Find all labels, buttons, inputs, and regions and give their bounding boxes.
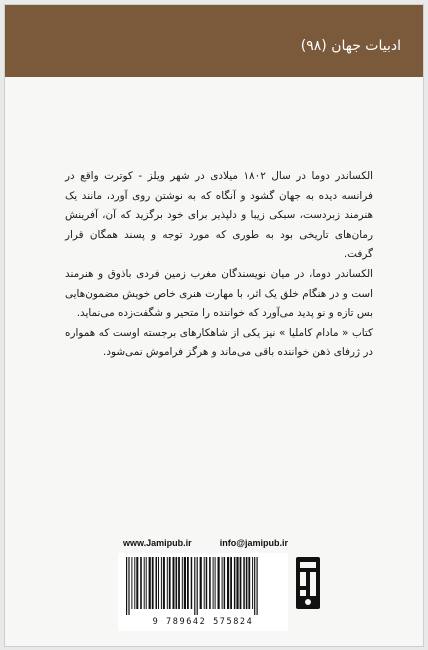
barcode-bar [236,557,238,609]
barcode-bar [146,557,147,609]
barcode-bar [136,557,138,609]
barcode-bar [131,557,132,609]
barcode-bar [254,557,255,615]
barcode-bar [234,557,236,609]
barcode-bar [222,557,223,609]
barcode-bar [126,557,127,615]
blurb-paragraph-3: کتاب « مادام کاملیا » نیز یکی از شاهکارهای برجسته اوست که همواره در ژرفای ذهن خواننده باقی می‌ماند و هرگز فراموش نمی‌شود. [65,326,373,359]
barcode-bar [161,557,162,609]
blurb-paragraph-2: الکساندر دوما، در میان نویسندگان مغرب زمین فردی باذوق و هنرمند است و در هنگام خلق یک اثر، با مهارت هنری خاص خویش مضمون‌هایی بس تازه و نو پدید می‌آورد که خواننده را متحیر و شگفت‌زده می‌نماید. [65,267,373,320]
back-cover [4,4,424,647]
barcode-bar [176,557,178,609]
barcode-bar [191,557,193,609]
isbn-barcode [118,553,288,631]
series-title: ادبیات جهان (۹۸) [300,38,401,54]
isbn-digits: 9 789642 575824 [152,617,254,627]
barcode-bar [206,557,208,609]
barcode-bar [257,557,258,615]
barcode-bar [144,557,145,609]
barcode-bar [187,557,189,609]
barcode-bar [213,557,214,609]
barcode-bar [218,557,220,609]
barcode-bar [240,557,242,609]
barcode-bar [140,557,142,609]
barcode-bar [243,557,245,609]
book-blurb [65,167,373,363]
barcode-bar [152,557,154,609]
barcode-bar [230,557,232,609]
barcode-bar [182,557,183,609]
publisher-email[interactable]: info@jamipub.ir [219,538,288,548]
barcode-bar [200,557,202,609]
barcode-bar [204,557,205,609]
barcode-bar [194,557,195,615]
barcode-bar [134,557,135,609]
barcode-bar [224,557,226,609]
barcode-bar [163,557,165,609]
barcode-bar [178,557,180,609]
barcode-bar [248,557,250,609]
barcode-bar [128,557,129,615]
barcode-bar [173,557,175,609]
barcode-bar [158,557,159,609]
barcode-bar [156,557,158,609]
barcode-bars [124,557,282,617]
jami-publisher-logo-icon [293,553,323,613]
barcode-bar [197,557,198,615]
blurb-paragraph-1: الکساندر دوما در سال ۱۸۰۲ میلادی در شهر ویلز - کوترت واقع در فرانسه دیده به جهان گشود و آنگاه که به نوشتن روی آورد، مانند یک هنرمند زبردست، سبکی زیبا و دلپذیر برای خود برگزید که آن، آفرینش رمان‌های تاریخی بود به طوری که مورد توجه و پسند همگان قرار گرفت. [65,170,373,261]
barcode-bar [215,557,216,609]
barcode-bar [167,557,168,609]
barcode-bar [246,557,248,609]
barcode-bar [209,557,211,609]
series-band [5,5,423,77]
publisher-website[interactable]: www.Jamipub.ir [123,538,192,548]
barcode-bar [169,557,171,609]
publisher-contacts [123,538,288,552]
barcode-bar [149,557,151,609]
barcode-bar [184,557,186,609]
barcode-bar [252,557,253,609]
barcode-bar [227,557,229,609]
